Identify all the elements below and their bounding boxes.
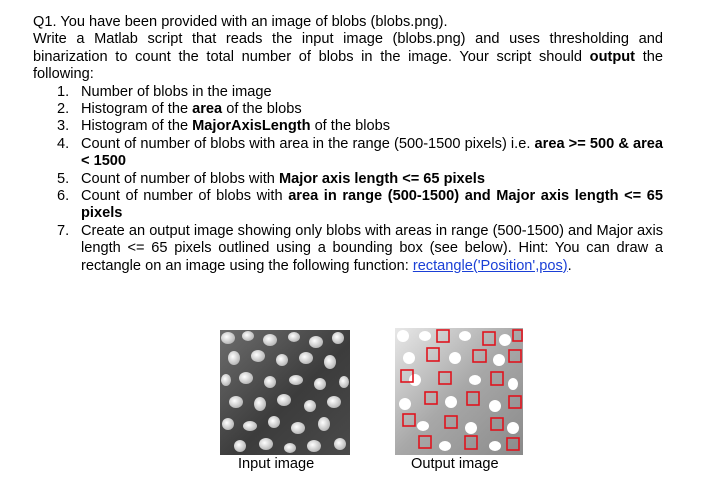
intro-text: Write a Matlab script that reads the input image (blobs.png) and uses thresholding and binarization to count the total number of blobs in the image. Your script should — [33, 31, 663, 65]
output-image — [395, 328, 523, 455]
list-item: 3. Histogram of the MajorAxisLength of the blobs — [57, 118, 391, 135]
intro-text-end: the following: — [33, 48, 663, 83]
rectangle-function-link[interactable]: rectangle('Position',pos) — [412, 257, 568, 274]
list-item: 7. Create an output image showing only blobs with areas in range (500-1500) and Major axis length <= 65 pixels outlined using a bounding box (see below). Hint: You can draw a rectangle on an image using the following function: rectangle('Position',pos). — [57, 222, 663, 274]
question-text — [33, 14, 663, 275]
output-image-caption: Output image — [411, 456, 499, 472]
requirements-list — [33, 84, 663, 275]
list-item: 4. Count of number of blobs with area in the range (500-1500 pixels) i.e. area >= 500 & area < 1500 — [57, 135, 664, 170]
question-intro — [33, 31, 663, 83]
list-item: 6. Count of number of blobs with area in range (500-1500) and Major axis length <= 65 pixels — [57, 188, 663, 222]
figures — [0, 326, 709, 480]
blobs-output-image — [395, 328, 523, 455]
list-item: 2. Histogram of the area of the blobs — [57, 101, 302, 118]
input-image — [220, 330, 350, 455]
question-title: Q1. You have been provided with an image of blobs (blobs.png). — [33, 14, 448, 30]
list-item: 1. Number of blobs in the image — [57, 83, 272, 100]
input-image-caption: Input image — [238, 456, 315, 472]
blobs-input-image — [220, 330, 350, 455]
list-item: 5. Count of number of blobs with Major axis length <= 65 pixels — [57, 170, 485, 187]
intro-bold: output — [589, 48, 636, 65]
